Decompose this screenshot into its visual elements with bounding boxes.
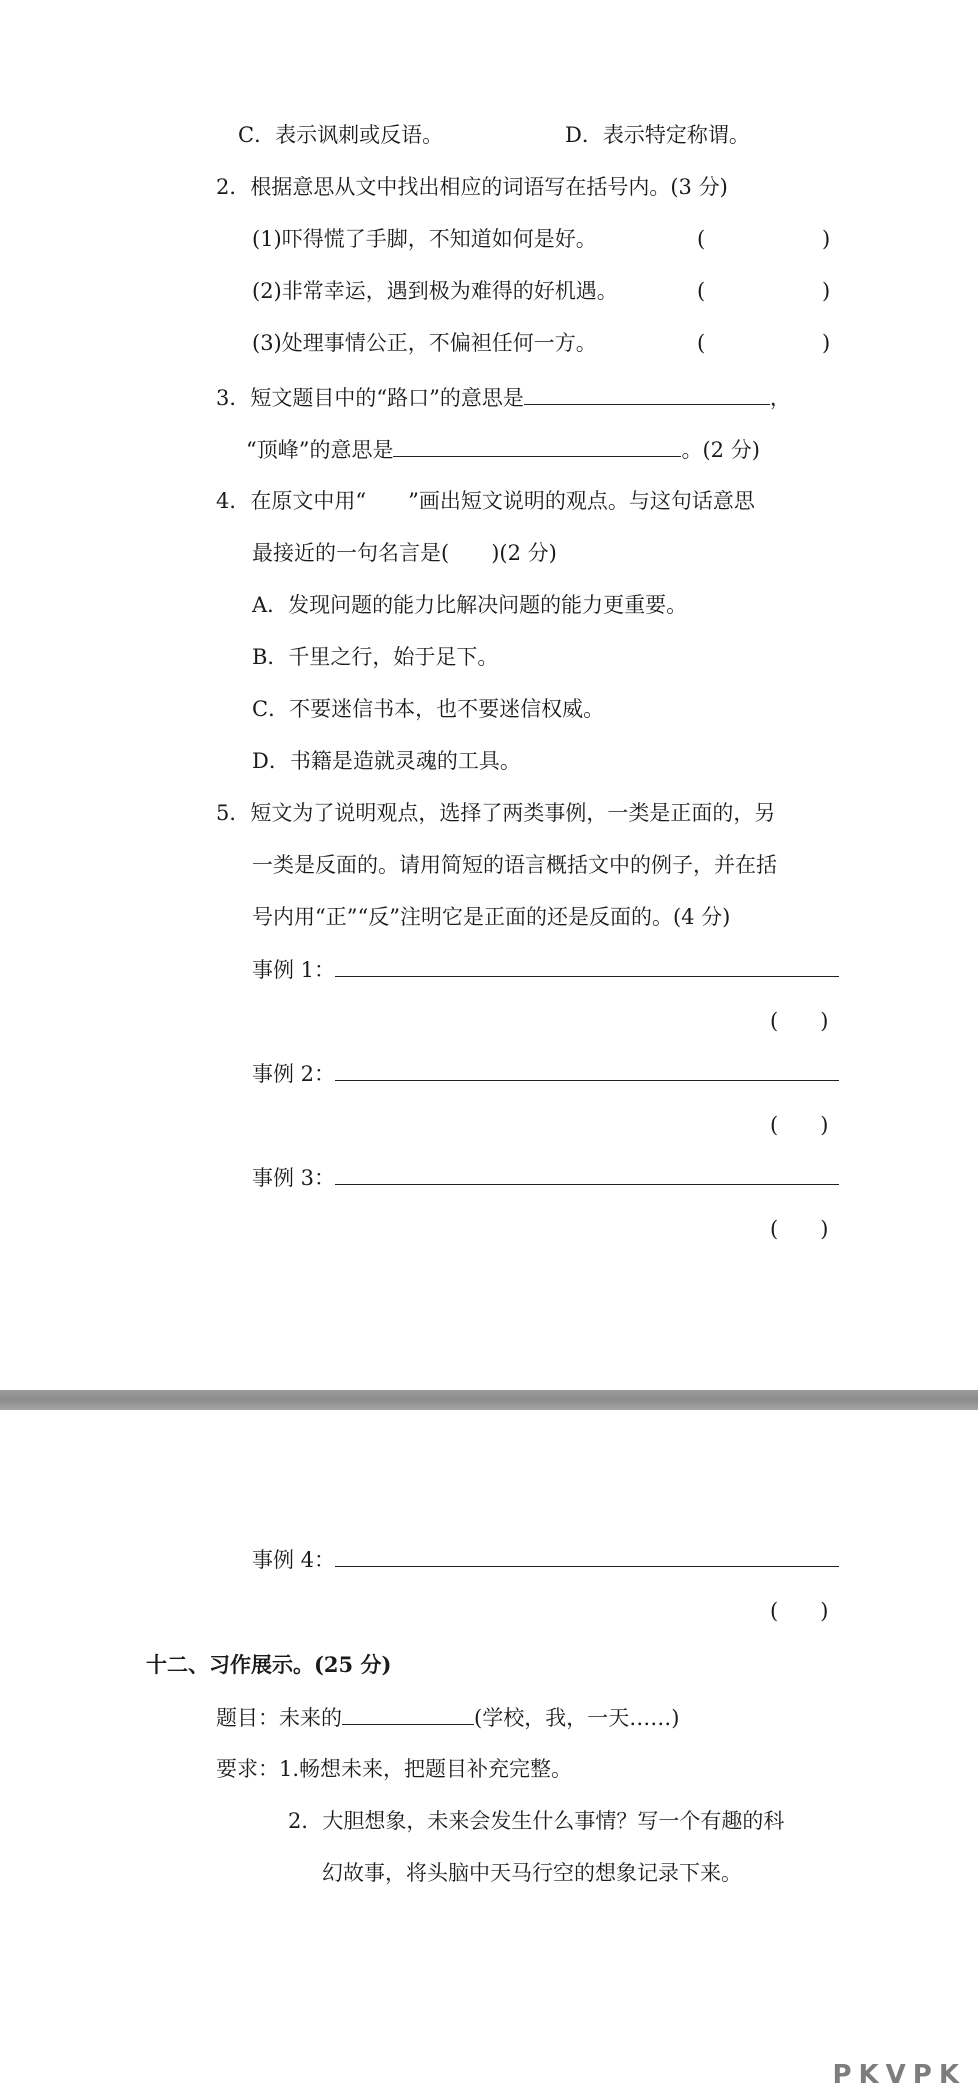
q2-item-2-paren-left: ( xyxy=(697,279,706,303)
q3-line-2-end: 。(2 分) xyxy=(681,438,760,462)
q5-case-3-paren[interactable]: ( ) xyxy=(770,1217,829,1241)
q5-case-4 xyxy=(252,1544,839,1575)
q5-line-3: 号内用“正”“反”注明它是正面的还是反面的。(4 分) xyxy=(252,905,731,929)
q5-case-1-paren[interactable]: ( ) xyxy=(770,1009,829,1033)
q3-answer-blank-2[interactable] xyxy=(393,434,681,457)
composition-topic-hint: (学校，我，一天……) xyxy=(474,1706,680,1730)
q2-item-1: (1)吓得慌了手脚，不知道如何是好。 xyxy=(252,227,597,251)
section-12-title: 十二、习作展示。(25 分) xyxy=(146,1652,392,1677)
page-separator xyxy=(0,1390,978,1410)
q1-option-d: D．表示特定称谓。 xyxy=(565,123,750,147)
q5-line-2: 一类是反面的。请用简短的语言概括文中的例子，并在括 xyxy=(252,853,777,877)
q3-line-1-text: 3．短文题目中的“路口”的意思是 xyxy=(216,386,524,410)
q5-case-1 xyxy=(252,954,839,985)
q5-case-3 xyxy=(252,1162,839,1193)
q4-option-d: D．书籍是造就灵魂的工具。 xyxy=(252,749,521,773)
q5-case-2-paren[interactable]: ( ) xyxy=(770,1113,829,1137)
q4-line-1: 4．在原文中用“ ”画出短文说明的观点。与这句话意思 xyxy=(216,489,755,513)
q4-option-c: C．不要迷信书本，也不要迷信权威。 xyxy=(252,697,605,721)
q2-item-3: (3)处理事情公正，不偏袒任何一方。 xyxy=(252,331,597,355)
q5-case-1-blank[interactable] xyxy=(335,954,839,977)
q3-line-1 xyxy=(216,382,791,413)
q5-case-4-paren[interactable]: ( ) xyxy=(770,1599,829,1623)
q5-case-2 xyxy=(252,1058,839,1089)
q5-case-1-label: 事例 1： xyxy=(252,958,336,982)
q2-item-3-paren-right: ) xyxy=(822,331,831,355)
composition-topic-text: 题目：未来的 xyxy=(216,1706,342,1730)
q2-item-1-paren-right: ) xyxy=(822,227,831,251)
exam-page-2 xyxy=(0,1410,978,2100)
q5-case-3-blank[interactable] xyxy=(335,1162,839,1185)
composition-topic-blank[interactable] xyxy=(342,1702,474,1725)
q2-item-2: (2)非常幸运，遇到极为难得的好机遇。 xyxy=(252,279,618,303)
q2-item-1-paren-left: ( xyxy=(697,227,706,251)
q1-option-c: C．表示讽刺或反语。 xyxy=(238,123,444,147)
q2-item-2-paren-right: ) xyxy=(822,279,831,303)
q3-line-1-end: ， xyxy=(769,386,791,410)
composition-topic xyxy=(216,1702,679,1733)
q4-line-2: 最接近的一句名言是( )(2 分) xyxy=(252,541,557,565)
q5-case-2-blank[interactable] xyxy=(335,1058,839,1081)
requirement-1: 要求：1.畅想未来，把题目补充完整。 xyxy=(216,1757,573,1781)
q5-line-1: 5．短文为了说明观点，选择了两类事例，一类是正面的，另 xyxy=(216,801,776,825)
q2-stem: 2．根据意思从文中找出相应的词语写在括号内。(3 分) xyxy=(216,175,728,199)
requirement-2-line-2: 幻故事，将头脑中天马行空的想象记录下来。 xyxy=(322,1861,742,1885)
q3-line-2 xyxy=(246,434,760,465)
q5-case-2-label: 事例 2： xyxy=(252,1062,336,1086)
q5-case-4-blank[interactable] xyxy=(335,1544,839,1567)
q5-case-3-label: 事例 3： xyxy=(252,1166,336,1190)
requirement-2-line-1: 2．大胆想象，未来会发生什么事情？写一个有趣的科 xyxy=(288,1809,785,1833)
q2-item-3-paren-left: ( xyxy=(697,331,706,355)
q4-option-a: A．发现问题的能力比解决问题的能力更重要。 xyxy=(252,593,688,617)
q4-option-b: B．千里之行，始于足下。 xyxy=(252,645,499,669)
q5-case-4-label: 事例 4： xyxy=(252,1548,336,1572)
q3-answer-blank-1[interactable] xyxy=(524,382,770,405)
watermark-logo: PKVPK xyxy=(832,2060,966,2090)
q3-line-2-text: “顶峰”的意思是 xyxy=(246,438,394,462)
